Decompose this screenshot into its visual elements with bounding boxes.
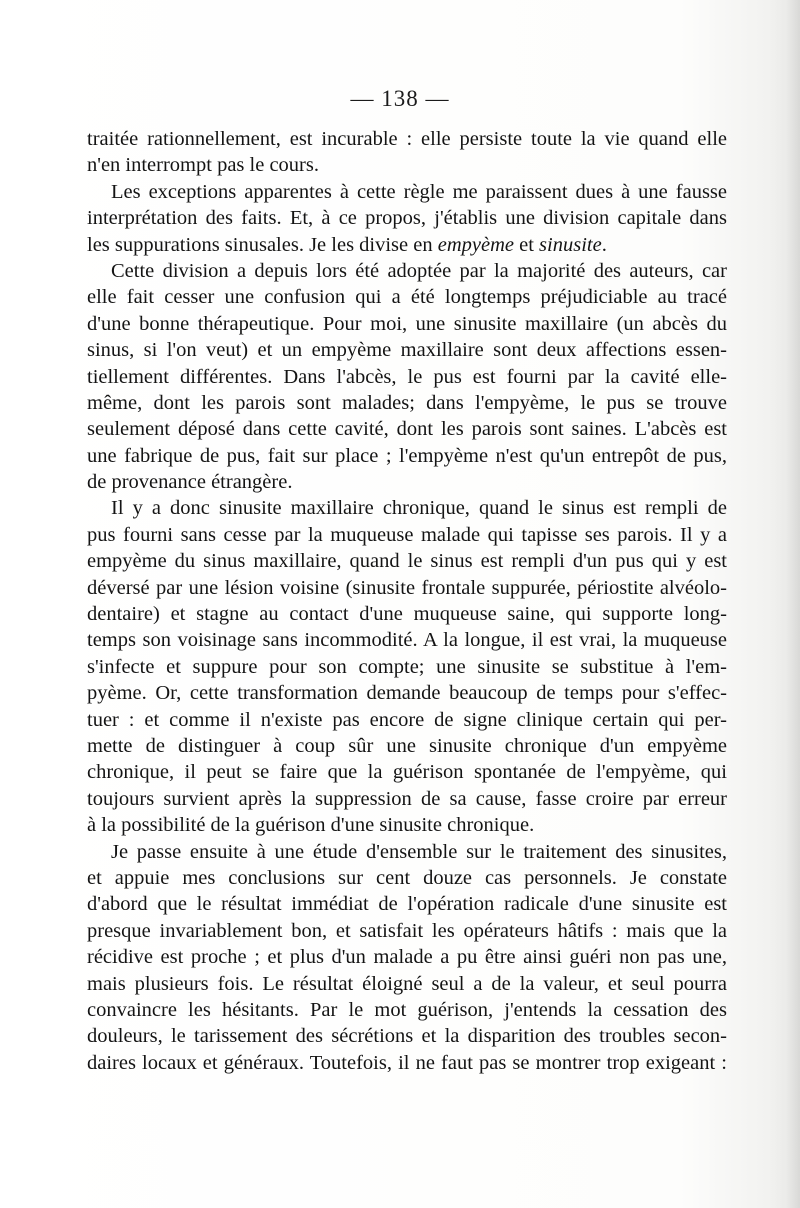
page-edge-shadow	[786, 0, 800, 1208]
text-line: s'infecte et suppure pour son compte; une sinusite se substitue à l'em-	[87, 655, 727, 678]
text-line: convaincre les hésitants. Par le mot guérison, j'entends la cessation des	[87, 998, 727, 1021]
text-line: toujours survient après la suppression de sa cause, fasse croire par erreur	[87, 787, 727, 810]
paragraph	[87, 179, 727, 258]
text-line: à la possibilité de la guérison d'une sinusite chronique.	[87, 814, 535, 837]
text-line: daires locaux et généraux. Toutefois, il ne faut pas se montrer trop exigeant :	[87, 1051, 727, 1074]
text-line: récidive est proche ; et plus d'un malade a pu être ainsi guéri non pas une,	[87, 946, 727, 969]
italic-term: sinusite	[539, 233, 602, 256]
text-line: empyème du sinus maxillaire, quand le sinus est rempli d'un pus qui y est	[87, 550, 727, 573]
text-line: Je passe ensuite à une étude d'ensemble sur le traitement des sinusites,	[111, 840, 727, 863]
text-line: elle fait cesser une confusion qui a été longtemps préjudiciable au tracé	[87, 286, 727, 309]
paragraph	[87, 126, 727, 179]
text-line: pus fourni sans cesse par la muqueuse malade qui tapisse ses parois. Il y a	[87, 523, 727, 546]
text-line: et appuie mes conclusions sur cent douze cas personnels. Je constate	[87, 866, 727, 889]
text-line: presque invariablement bon, et satisfait les opérateurs hâtifs : mais que la	[87, 919, 727, 942]
text-line: n'en interrompt pas le cours.	[87, 154, 319, 177]
text-line: traitée rationnellement, est incurable : elle persiste toute la vie quand elle	[87, 128, 727, 150]
text-line: interprétation des faits. Et, à ce propos, j'établis une division capitale dans	[87, 207, 727, 230]
text-line: mette de distinguer à coup sûr une sinusite chronique d'un empyème	[87, 734, 727, 757]
italic-term: empyème	[437, 233, 514, 256]
page-number: — 138 —	[350, 86, 450, 111]
text-line: sinus, si l'on veut) et un empyème maxillaire sont deux affections essen-	[87, 339, 727, 362]
text-line: de provenance étrangère.	[87, 471, 293, 494]
text-line: d'une bonne thérapeutique. Pour moi, une sinusite maxillaire (un abcès du	[87, 312, 727, 335]
text-line: pyème. Or, cette transformation demande beaucoup de temps pour s'effec-	[87, 682, 727, 705]
text-line: tuer : et comme il n'existe pas encore de signe clinique certain qui per-	[87, 708, 727, 731]
text-line: seulement déposé dans cette cavité, dont les parois sont saines. L'abcès est	[87, 418, 727, 441]
body-text	[87, 126, 727, 1076]
text-line: Il y a donc sinusite maxillaire chronique, quand le sinus est rempli de	[111, 497, 727, 520]
text-line: chronique, il peut se faire que la guérison spontanée de l'empyème, qui	[87, 761, 727, 784]
text-line: dentaire) et stagne au contact d'une muqueuse saine, qui supporte long-	[87, 603, 727, 626]
text-line: déversé par une lésion voisine (sinusite frontale suppurée, périostite alvéolo-	[87, 576, 727, 599]
text-line: douleurs, le tarissement des sécrétions et la disparition des troubles secon-	[87, 1025, 727, 1048]
text-line-with-italics: les suppurations sinusales. Je les divise en empyème et sinusite.	[87, 233, 607, 256]
text-line: Cette division a depuis lors été adoptée par la majorité des auteurs, car	[111, 259, 727, 282]
paragraph	[87, 258, 727, 496]
text-line: mais plusieurs fois. Le résultat éloigné seul a de la valeur, et seul pourra	[87, 972, 727, 995]
text-line: d'abord que le résultat immédiat de l'opération radicale d'une sinusite est	[87, 893, 727, 916]
text-line: temps son voisinage sans incommodité. A la longue, il est vrai, la muqueuse	[87, 629, 727, 652]
text-line: tiellement différentes. Dans l'abcès, le pus est fourni par la cavité elle-	[87, 365, 727, 388]
text-line: une fabrique de pus, fait sur place ; l'empyème n'est qu'un entrepôt de pus,	[87, 444, 727, 467]
paragraph	[87, 839, 727, 1077]
paragraph	[87, 495, 727, 838]
text-line: même, dont les parois sont malades; dans l'empyème, le pus se trouve	[87, 391, 727, 414]
text-line: Les exceptions apparentes à cette règle me paraissent dues à une fausse	[111, 180, 727, 203]
